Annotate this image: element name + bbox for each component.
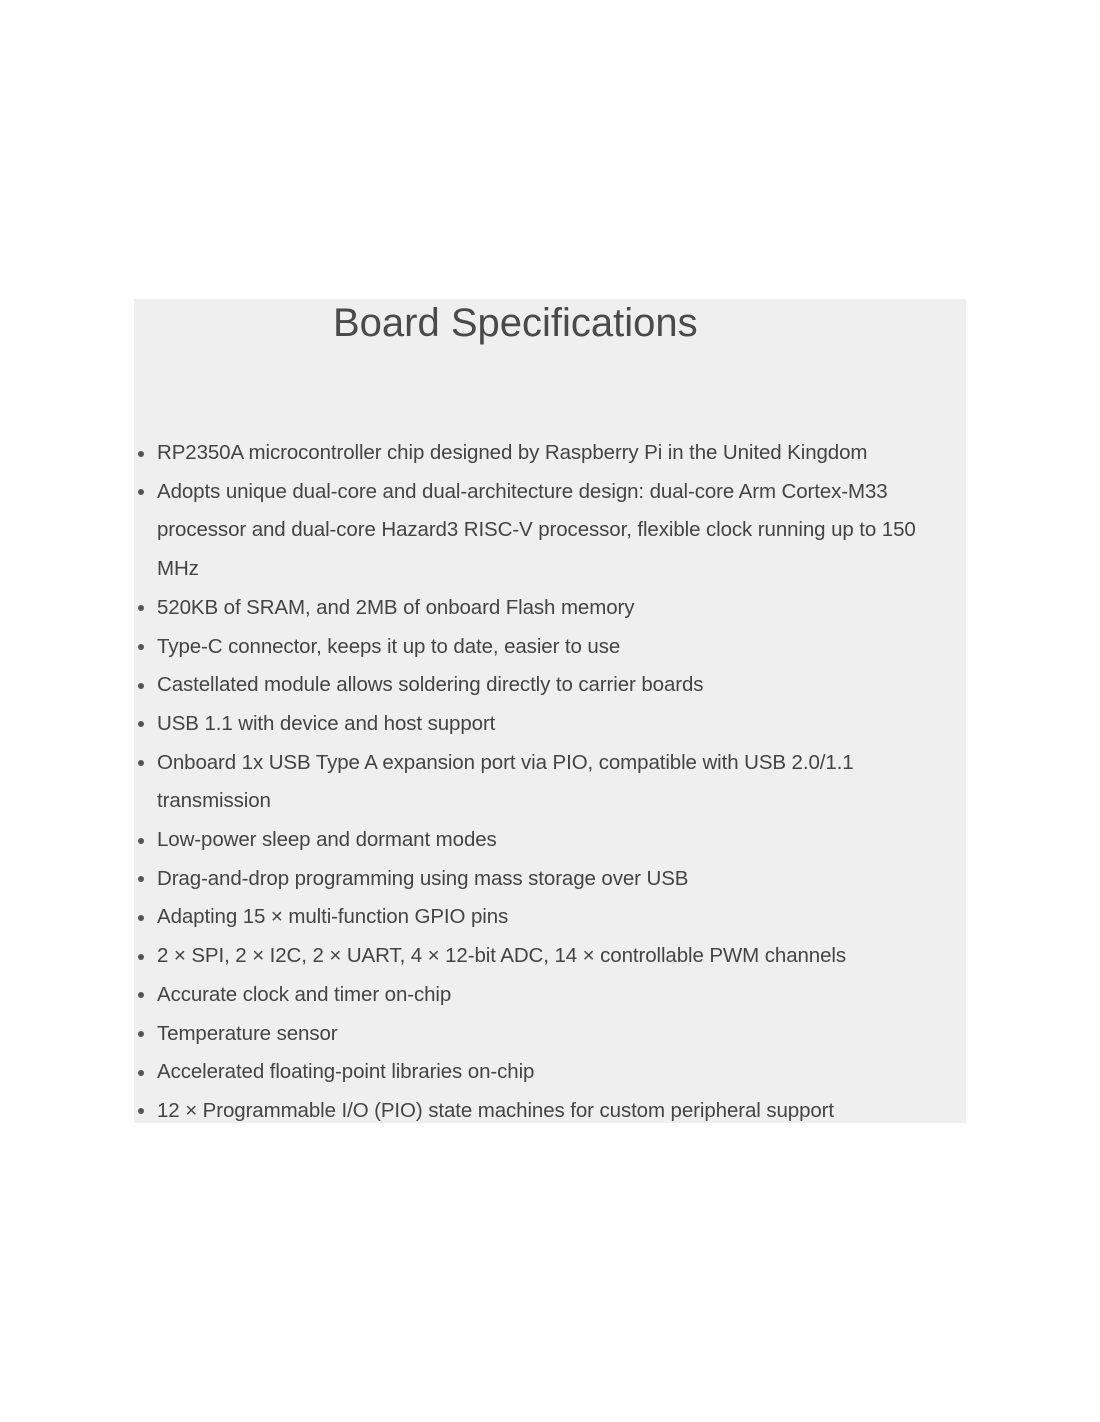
spec-item [134,1053,966,1092]
bullet-icon [138,451,144,457]
spec-item [134,1092,966,1131]
spec-item [134,821,966,860]
spec-item [134,666,966,705]
bullet-icon [138,683,144,689]
bullet-icon [138,876,144,882]
spec-text: Low-power sleep and dormant modes [157,828,497,852]
spec-text: Castellated module allows soldering directly to carrier boards [157,673,704,697]
spec-item [134,898,966,937]
spec-text: Accelerated floating-point libraries on-chip [157,1060,535,1084]
bullet-icon [138,992,144,998]
bullet-icon [138,489,144,495]
spec-item [134,628,966,667]
spec-text: USB 1.1 with device and host support [157,711,496,735]
spec-item [134,589,966,628]
spec-item [134,473,966,589]
bullet-icon [138,915,144,921]
spec-item [134,976,966,1015]
spec-text: Accurate clock and timer on-chip [157,982,452,1006]
bullet-icon [138,1108,144,1114]
spec-text: Drag-and-drop programming using mass storage over USB [157,866,689,890]
spec-text: Onboard 1x USB Type A expansion port via PIO, compatible with USB 2.0/1.1 transmission [157,750,854,813]
bullet-icon [138,1070,144,1076]
spec-text: 2 × SPI, 2 × I2C, 2 × UART, 4 × 12-bit ADC, 14 × controllable PWM channels [157,944,847,968]
spec-text: 12 × Programmable I/O (PIO) state machines for custom peripheral support [157,1098,834,1122]
spec-text: Adopts unique dual-core and dual-architecture design: dual-core Arm Cortex-M33 processor and dual-core Hazard3 RISC-V processor, flexible clock running up to 150 MHz [157,479,916,581]
bullet-icon [138,721,144,727]
spec-item [134,937,966,976]
bullet-icon [138,760,144,766]
bullet-icon [138,1031,144,1037]
spec-item [134,434,966,473]
specifications-panel [134,299,966,1123]
bullet-icon [138,838,144,844]
bullet-icon [138,605,144,611]
spec-text: Adapting 15 × multi-function GPIO pins [157,905,509,929]
spec-text: RP2350A microcontroller chip designed by Raspberry Pi in the United Kingdom [157,441,868,464]
spec-item [134,744,966,821]
spec-text: Type-C connector, keeps it up to date, easier to use [157,634,621,658]
section-title: Board Specifications [333,301,698,345]
bullet-icon [138,644,144,650]
spec-item [134,705,966,744]
spec-item [134,1015,966,1054]
spec-text: 520KB of SRAM, and 2MB of onboard Flash memory [157,595,635,619]
spec-item [134,860,966,899]
bullet-icon [138,954,144,960]
spec-list [134,434,966,1131]
spec-text: Temperature sensor [157,1021,338,1045]
